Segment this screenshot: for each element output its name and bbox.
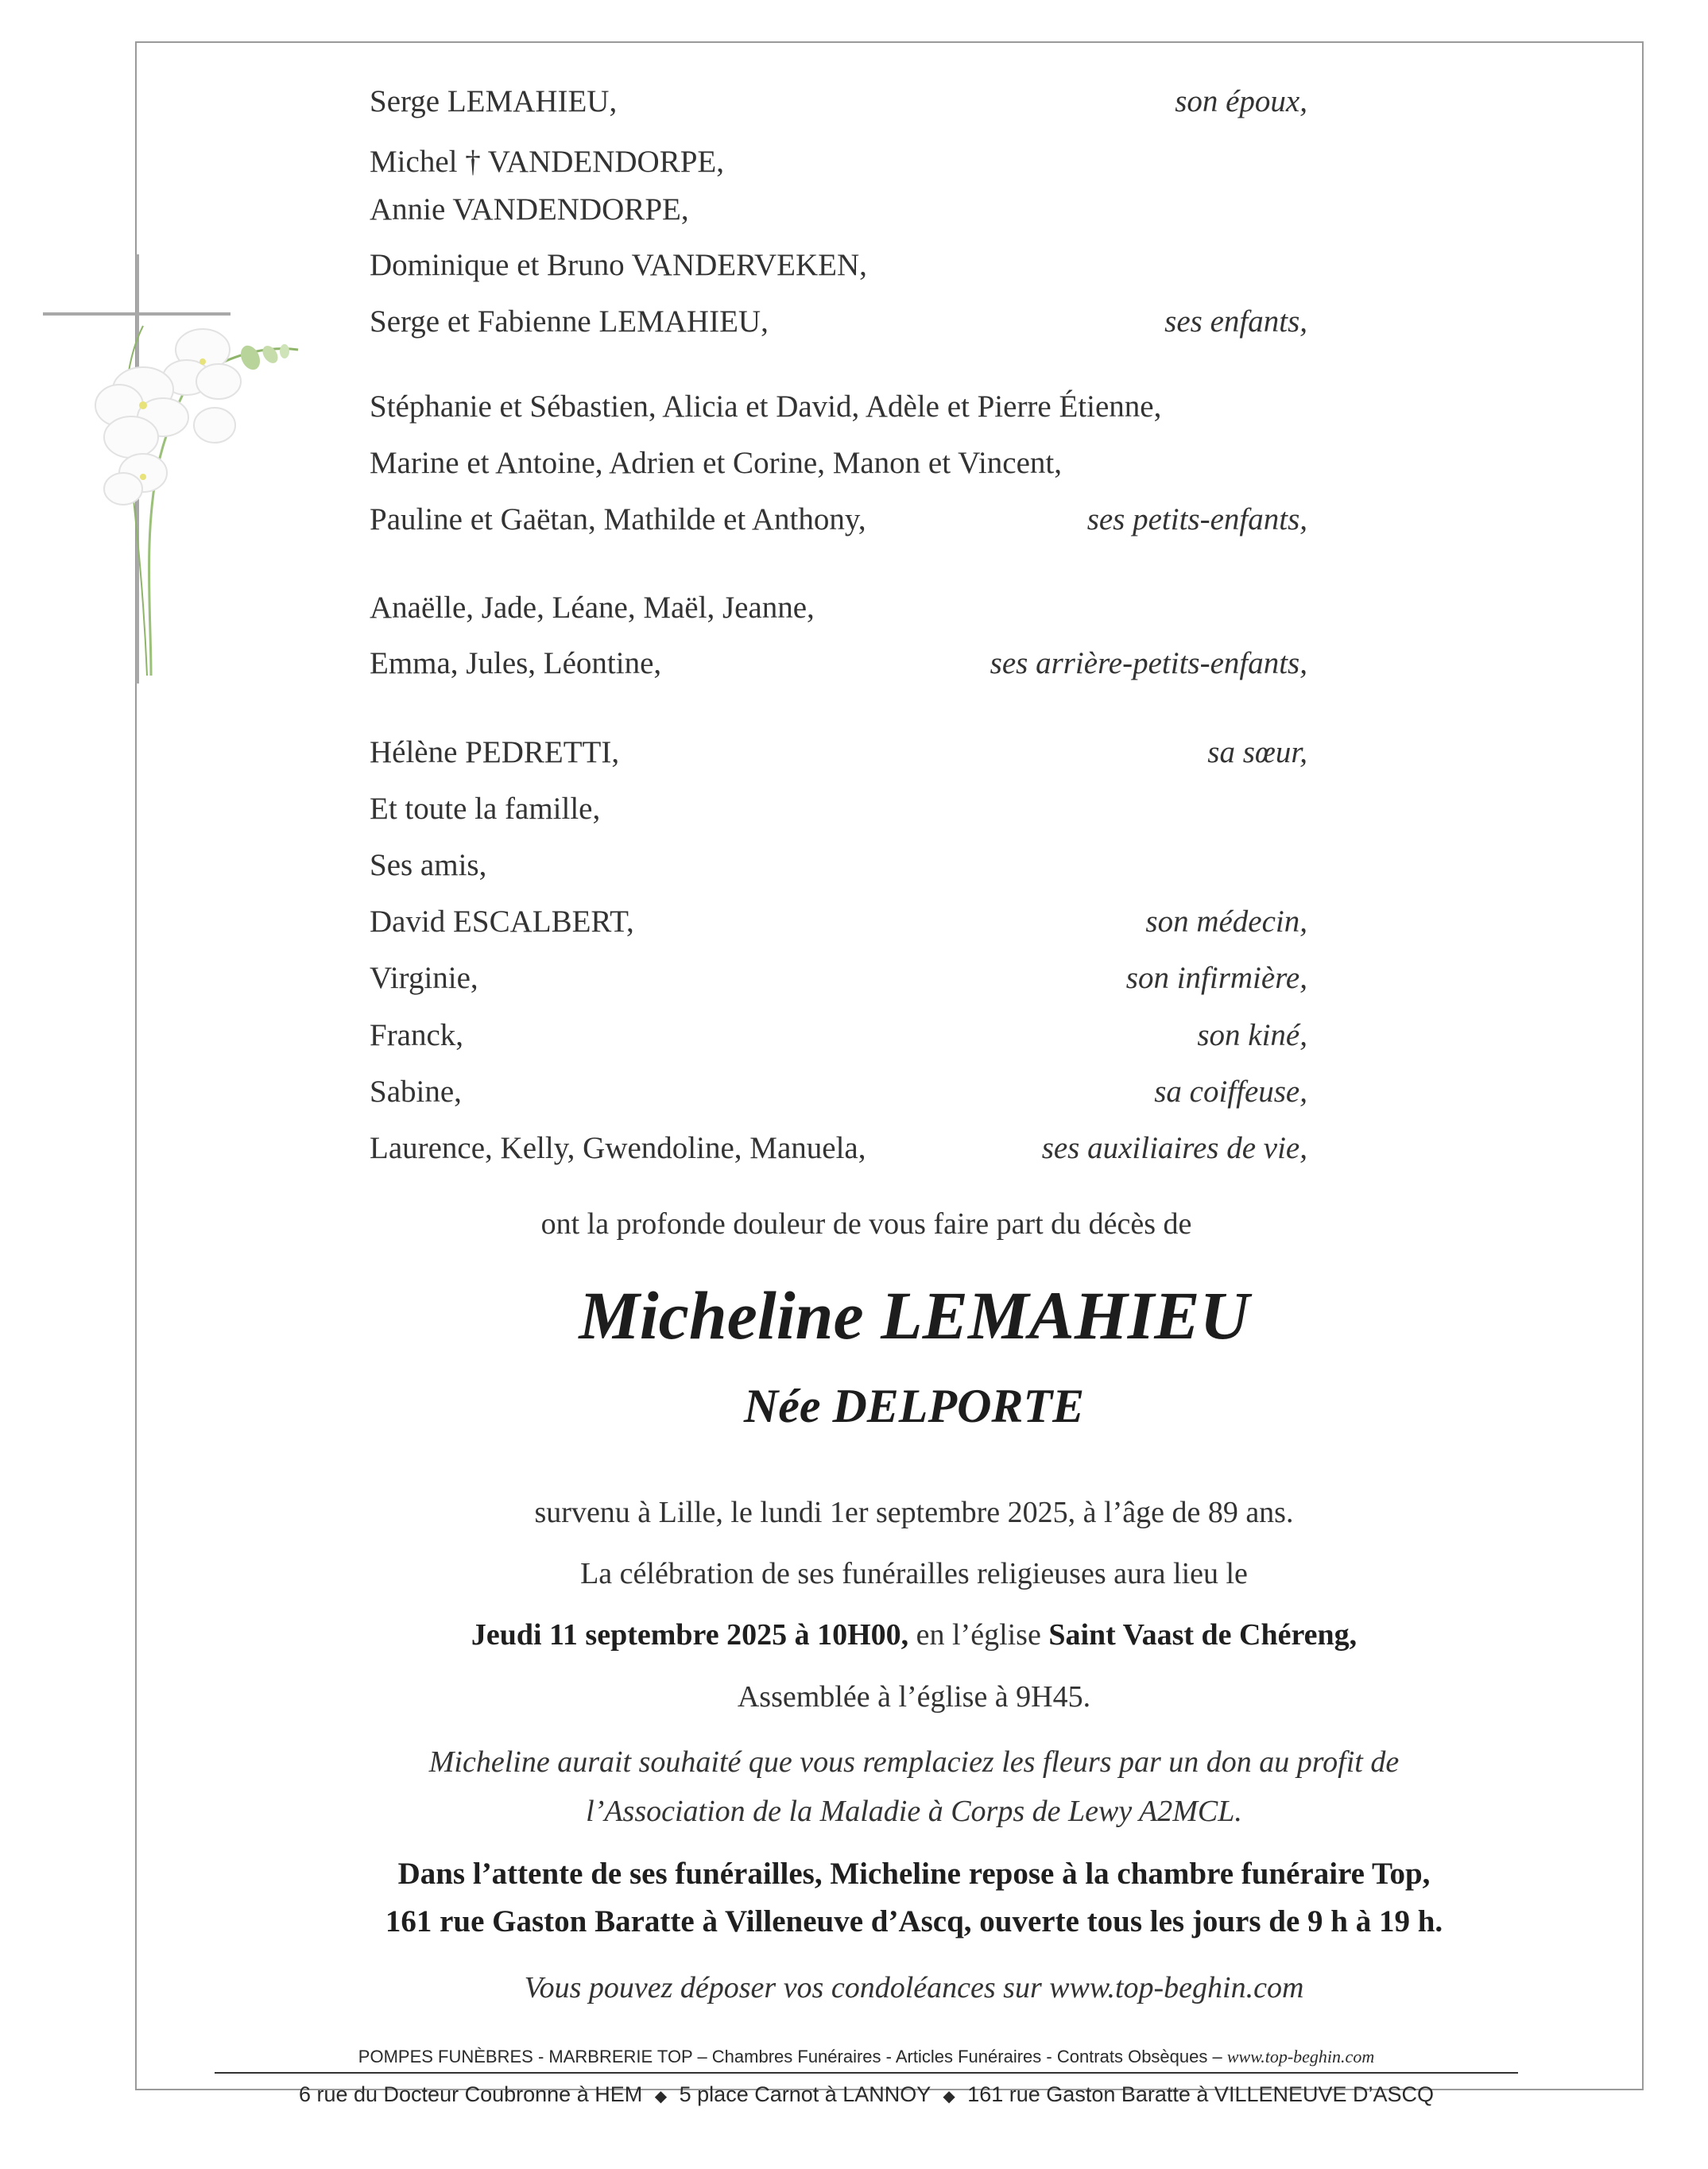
family-relation: ses auxiliaires de vie,: [1041, 1131, 1307, 1165]
repose-line-2: 161 rue Gaston Baratte à Villeneuve d’Ascq, ouverte tous les jours de 9 h à 19 h.: [385, 1904, 1443, 1939]
family-row: [370, 641, 1307, 686]
ceremony-church: Saint Vaast de Chéreng,: [1048, 1618, 1357, 1652]
family-name: Marine et Antoine, Adrien et Corine, Manon et Vincent,: [370, 446, 1062, 480]
cross-orchid-decoration: [32, 199, 318, 691]
announcement-text: ont la profonde douleur de vous faire part du décès de: [540, 1207, 1192, 1241]
footer-services-text: POMPES FUNÈBRES - MARBRERIE TOP – Chambres Funéraires - Articles Funéraires - Contrats Obsèques –: [358, 2047, 1222, 2066]
family-row: [370, 586, 1307, 630]
footer-address-lannoy: 5 place Carnot à LANNOY: [679, 2082, 931, 2106]
family-row: [370, 188, 1307, 232]
family-relation: ses arrière-petits-enfants,: [990, 646, 1307, 680]
separator-icon: ◆: [943, 2088, 955, 2105]
separator-icon: ◆: [654, 2088, 668, 2105]
family-row: [370, 300, 1307, 344]
ceremony-details: [334, 1613, 1494, 1656]
family-relation: ses petits-enfants,: [1086, 502, 1307, 536]
family-name: Michel † VANDENDORPE,: [370, 145, 724, 179]
family-relation: son kiné,: [1197, 1018, 1307, 1052]
family-row: [370, 385, 1307, 429]
family-row: [370, 730, 1307, 775]
family-relation: son époux,: [1175, 84, 1307, 118]
family-name: Serge LEMAHIEU,: [370, 84, 618, 118]
family-name: Serge et Fabienne LEMAHIEU,: [370, 304, 769, 339]
family-name: Ses amis,: [370, 848, 487, 882]
family-name: Anaëlle, Jade, Léane, Maël, Jeanne,: [370, 591, 815, 625]
family-name: Stéphanie et Sébastien, Alicia et David, Adèle et Pierre Étienne,: [370, 389, 1162, 424]
family-name: Virginie,: [370, 961, 478, 995]
ceremony-intro: La célébration de ses funérailles religieuses aura lieu le: [580, 1557, 1248, 1590]
family-row: [370, 956, 1307, 1001]
family-row: [370, 441, 1307, 486]
family-name: Annie VANDENDORPE,: [370, 192, 689, 227]
family-name: Sabine,: [370, 1075, 462, 1109]
family-row: [370, 1126, 1307, 1171]
death-details: survenu à Lille, le lundi 1er septembre 2025, à l’âge de 89 ans.: [534, 1496, 1294, 1529]
family-name: Emma, Jules, Léontine,: [370, 646, 662, 680]
ceremony-date: Jeudi 11 septembre 2025 à 10H00,: [471, 1618, 909, 1652]
family-name: Hélène PEDRETTI,: [370, 735, 620, 769]
footer-addresses: [215, 2080, 1518, 2111]
family-row: [370, 900, 1307, 944]
family-name: Pauline et Gaëtan, Mathilde et Anthony,: [370, 502, 866, 536]
family-row: [370, 843, 1307, 888]
family-name: Franck,: [370, 1018, 464, 1052]
footer-address-hem: 6 rue du Docteur Coubronne à HEM: [298, 2082, 643, 2106]
family-relation: sa sœur,: [1207, 735, 1307, 769]
ceremony-middle: en l’église: [908, 1618, 1049, 1652]
footer-address-villeneuve: 161 rue Gaston Baratte à VILLENEUVE D’ASCQ: [967, 2082, 1435, 2106]
family-row: [370, 140, 1307, 184]
family-name: Laurence, Kelly, Gwendoline, Manuela,: [370, 1131, 866, 1165]
maiden-name: Née DELPORTE: [743, 1380, 1085, 1432]
family-row: [370, 1013, 1307, 1058]
footer-website: www.top-beghin.com: [1226, 2047, 1375, 2066]
family-name: Dominique et Bruno VANDERVEKEN,: [370, 248, 867, 282]
family-row: [370, 243, 1307, 288]
family-relation: ses enfants,: [1164, 304, 1307, 339]
family-relation: sa coiffeuse,: [1154, 1075, 1307, 1109]
family-row: [370, 79, 1307, 124]
donation-line-1: Micheline aurait souhaité que vous remplaciez les fleurs par un don au profit de: [428, 1745, 1400, 1779]
family-relation: son médecin,: [1145, 904, 1307, 939]
condolences-text: Vous pouvez déposer vos condoléances sur www.top-beghin.com: [524, 1971, 1304, 2004]
donation-line-2: l’Association de la Maladie à Corps de Lewy A2MCL.: [586, 1795, 1242, 1828]
family-name: David ESCALBERT,: [370, 904, 634, 939]
orchid-icon: [95, 326, 298, 676]
assembly-time: Assemblée à l’église à 9H45.: [737, 1680, 1091, 1714]
repose-line-1: Dans l’attente de ses funérailles, Micheline repose à la chambre funéraire Top,: [397, 1857, 1431, 1891]
family-row: [370, 787, 1307, 831]
footer-divider: [215, 2072, 1518, 2074]
family-name: Et toute la famille,: [370, 792, 601, 826]
family-row: [370, 1070, 1307, 1114]
family-row: [370, 498, 1307, 542]
footer-services: [215, 2045, 1518, 2069]
family-relation: son infirmière,: [1125, 961, 1307, 995]
deceased-name: Micheline LEMAHIEU: [579, 1277, 1249, 1354]
